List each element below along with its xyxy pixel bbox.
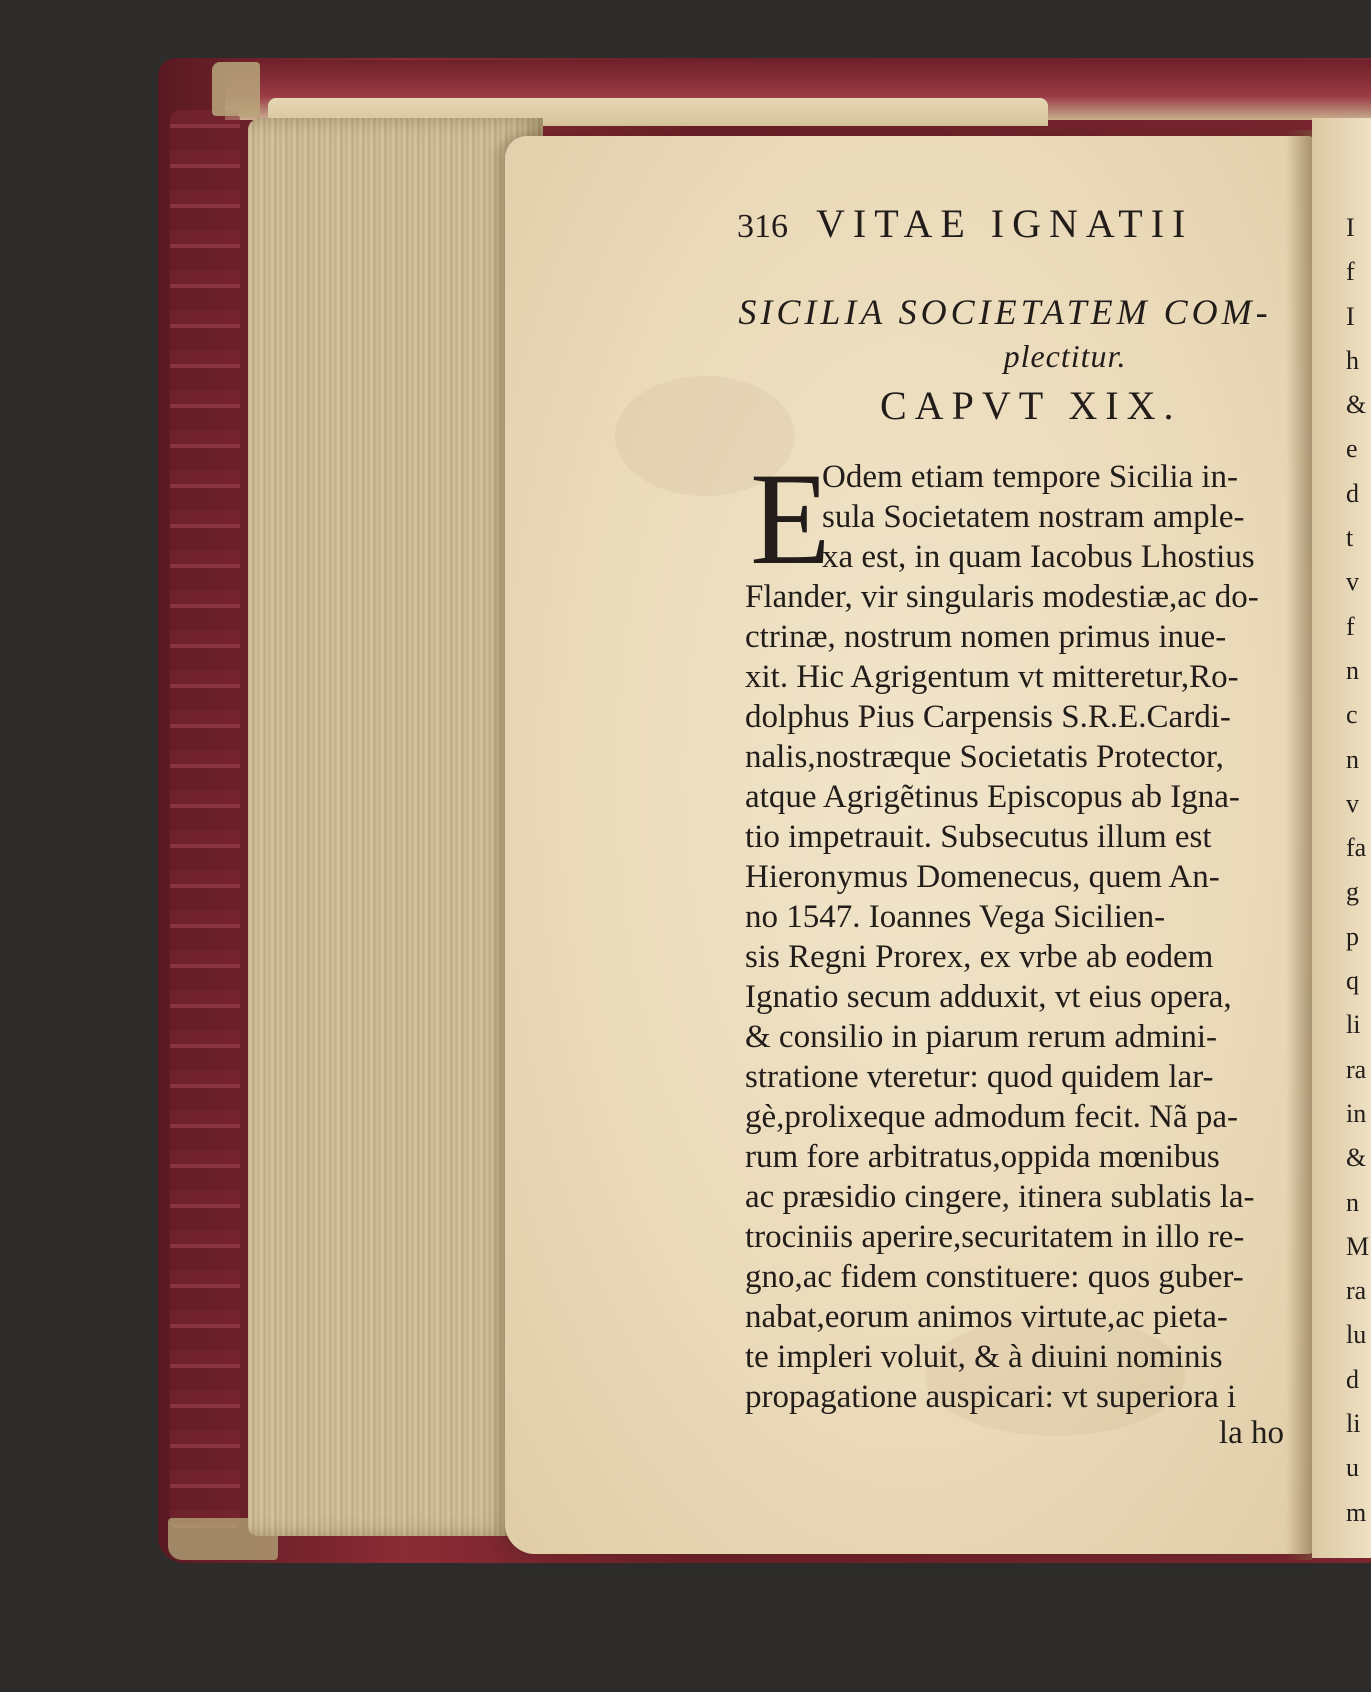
text-line: nalis,nostræque Societatis Protector, [745,739,1224,775]
chapter-number: CAPVT XIX. [880,383,1182,428]
drop-cap: E [750,445,831,592]
chapter-heading [730,290,1280,378]
cover-worn-edge [170,110,240,1530]
text-line: propagatione auspicari: vt superiora i [745,1379,1237,1415]
text-line: Odem etiam tempore Sicilia in- [822,459,1239,495]
text-line: sis Regni Prorex, ex vrbe ab eodem [745,939,1214,975]
text-line: Flander, vir singularis modestiæ,ac do- [745,579,1259,615]
text-line: dolphus Pius Carpensis S.R.E.Cardi- [745,699,1231,735]
chapter-heading-line-1: SICILIA SOCIETATEM COM- [738,292,1272,332]
text-line: tio impetrauit. Subsecutus illum est [745,819,1212,855]
text-line: xit. Hic Agrigentum vt mitteretur,Ro- [745,659,1239,695]
text-line: rum fore arbitratus,oppida mœnibus [745,1139,1220,1175]
text-line: stratione vteretur: quod quidem lar- [745,1059,1214,1095]
text-line: no 1547. Ioannes Vega Sicilien- [745,899,1166,935]
running-head [737,200,1277,250]
running-head-title: VITAE IGNATII [816,201,1194,246]
text-line: xa est, in quam Iacobus Lhostius [822,539,1255,575]
cover-corner-top [212,62,260,116]
page-block-edges [248,118,543,1536]
chapter-heading-line-2: plectitur. [1003,338,1127,374]
facing-page-text: I f I h & e d t v f n c n v fa g p q li ra in & n M ra lu d li u m [1346,213,1370,1527]
text-line: gè,prolixeque admodum fecit. Nã pa- [745,1099,1238,1135]
text-line: trociniis aperire,securitatem in illo re- [745,1219,1245,1255]
page-number: 316 [737,208,788,245]
text-line: te impleri voluit, & à diuini nominis [745,1339,1223,1375]
text-line: nabat,eorum animos virtute,ac pieta- [745,1299,1228,1335]
text-line: Hieronymus Domenecus, quem An- [745,859,1220,895]
text-line: gno,ac fidem constituere: quos guber- [745,1259,1244,1295]
text-line: Ignatio secum adduxit, vt eius opera, [745,979,1232,1015]
text-line: ac præsidio cingere, itinera sublatis la- [745,1179,1255,1215]
text-line: & consilio in piarum rerum admini- [745,1019,1217,1055]
text-line: ctrinæ, nostrum nomen primus inue- [745,619,1227,655]
text-line: sula Societatem nostram ample- [822,499,1245,535]
page-gutter [1286,130,1312,1560]
catchword: la ho [1218,1415,1284,1451]
text-line: atque Agrigẽtinus Episcopus ab Igna- [745,779,1240,815]
